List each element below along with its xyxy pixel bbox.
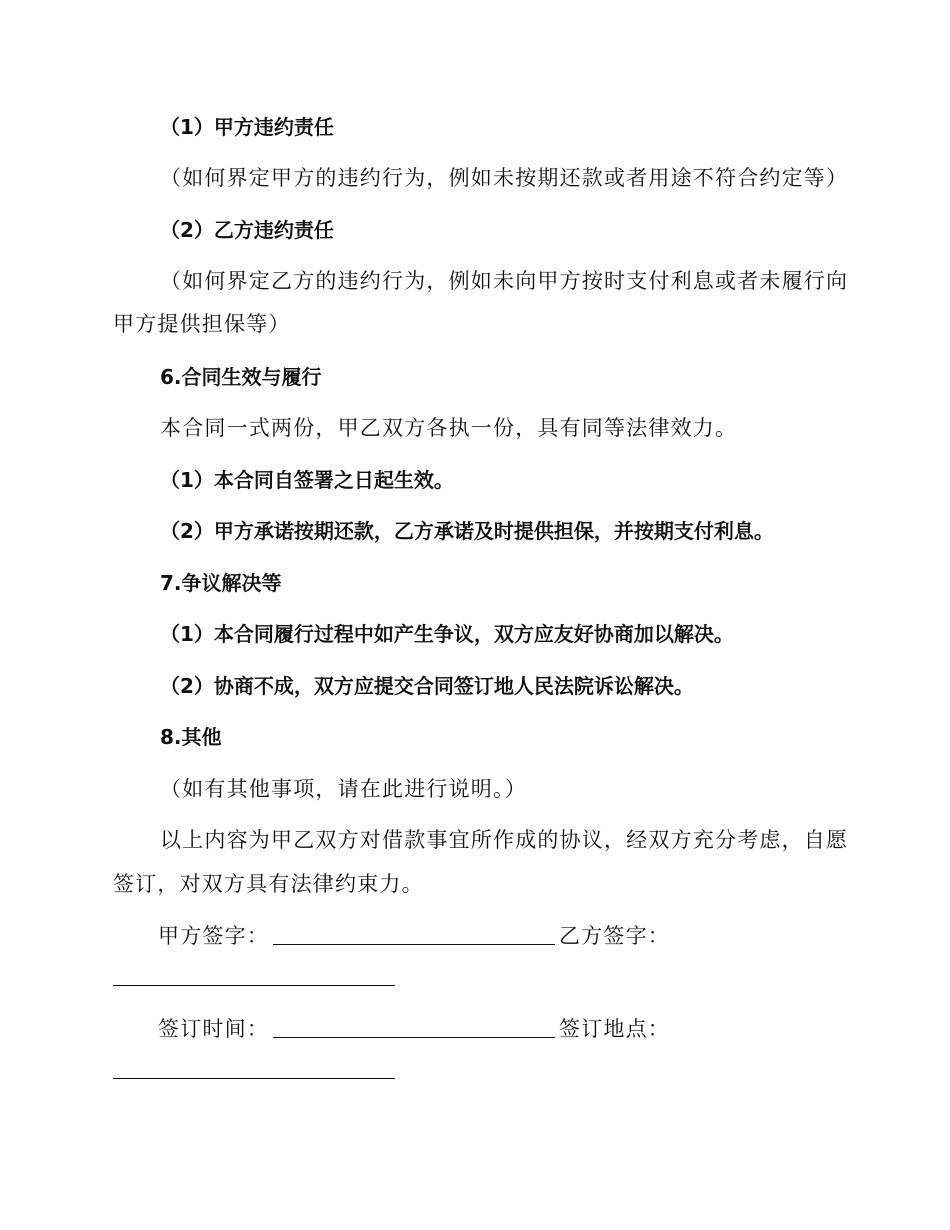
clause-party-a-liability: （1）甲方违约责任: [160, 115, 334, 139]
party-a-signature-label: 甲方签字：: [158, 924, 269, 948]
closing-paragraph-line1: 以上内容为甲乙双方对借款事宜所作成的协议，经双方充分考虑，自愿: [160, 828, 849, 852]
party-b-signature-label: 乙方签字：: [559, 924, 670, 948]
clause-party-b-note-line1: （如何界定乙方的违约行为，例如未向甲方按时支付利息或者未履行向: [160, 269, 849, 293]
party-a-signature-field[interactable]: [273, 922, 555, 945]
clause-party-b-note-line2: 甲方提供担保等）: [113, 312, 291, 336]
paragraph-copies: 本合同一式两份，甲乙双方各执一份，具有同等法律效力。: [160, 416, 738, 440]
clause-commitments: （2）甲方承诺按期还款，乙方承诺及时提供担保，并按期支付利息。: [160, 519, 774, 543]
clause-party-b-liability: （2）乙方违约责任: [160, 218, 334, 242]
paragraph-other-note: （如有其他事项，请在此进行说明。）: [160, 777, 527, 801]
sign-info-row: [158, 1014, 670, 1044]
clause-litigation: （2）协商不成，双方应提交合同签订地人民法院诉讼解决。: [160, 674, 694, 698]
closing-paragraph-line2: 签订，对双方具有法律约束力。: [113, 872, 424, 896]
sign-time-label: 签订时间：: [158, 1017, 269, 1041]
section-heading-other: 8.其他: [160, 725, 222, 749]
section-heading-effect: 6.合同生效与履行: [160, 365, 322, 389]
sign-time-field[interactable]: [273, 1015, 555, 1038]
section-heading-dispute: 7.争议解决等: [160, 571, 282, 595]
clause-negotiation: （1）本合同履行过程中如产生争议，双方应友好协商加以解决。: [160, 622, 734, 646]
signature-row: [158, 921, 670, 951]
clause-party-a-note: （如何界定甲方的违约行为，例如未按期还款或者用途不符合约定等）: [160, 166, 849, 190]
sign-place-label: 签订地点：: [559, 1017, 670, 1041]
sign-place-field[interactable]: [113, 1078, 395, 1079]
party-b-signature-field[interactable]: [113, 985, 395, 986]
clause-effective-date: （1）本合同自签署之日起生效。: [160, 468, 454, 492]
